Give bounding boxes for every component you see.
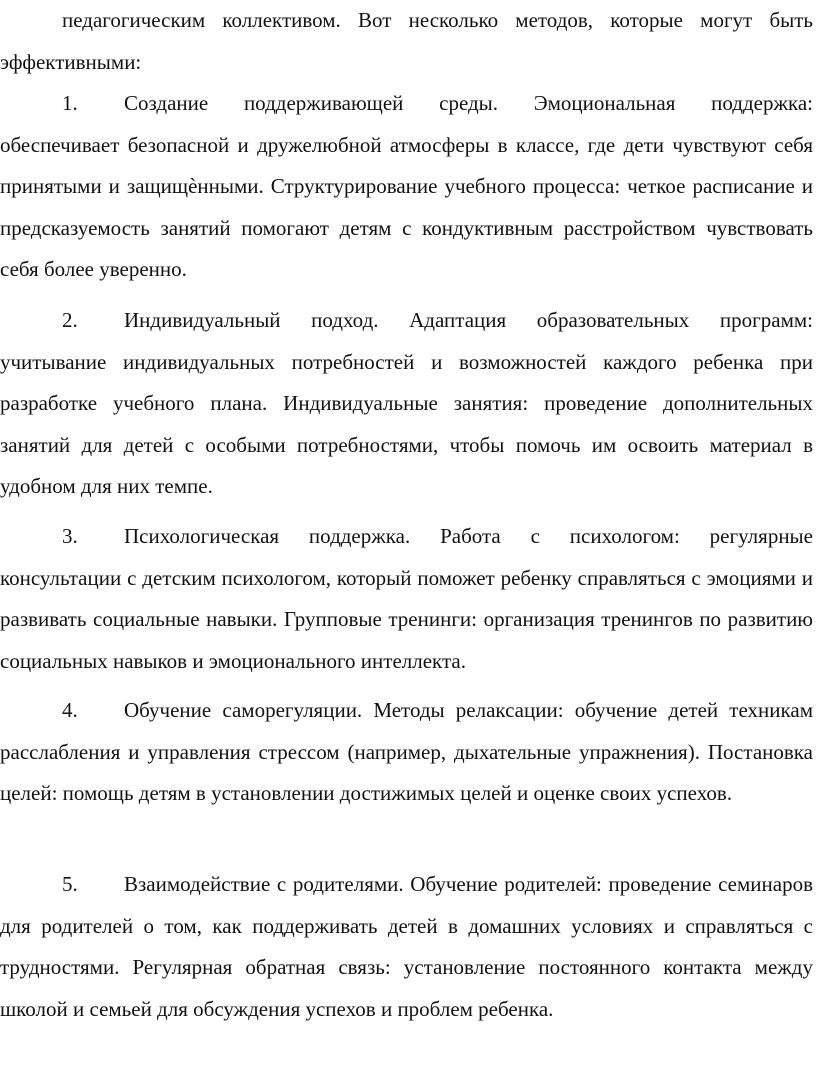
list-item-text: Индивидуальный подход. Адаптация образовательных программ: учитывание индивидуальных потребностей и возможностей каждого ребенка при разработке учебного плана. Индивидуальные занятия: проведение дополнительных занятий для детей с особыми потребностями, чтобы помочь им освоить материал в удобном для них темпе. [0,308,813,498]
list-item-number: 2. [62,308,78,332]
list-item-3 [0,516,813,682]
list-item-5 [0,864,813,1030]
list-item-number: 3. [62,524,78,548]
list-item-4 [0,690,813,815]
list-item-text: Обучение саморегуляции. Методы релаксации: обучение детей техникам расслабления и управления стрессом (например, дыхательные упражнения). Постановка целей: помощь детям в установлении достижимых целей и оценке своих успехов. [0,698,813,805]
list-item-text: Взаимодействие с родителями. Обучение родителей: проведение семинаров для родителей о том, как поддерживать детей в домашних условиях и справляться с трудностями. Регулярная обратная связь: установление постоянного контакта между школой и семьей для обсуждения успехов и проблем ребенка. [0,872,813,1021]
intro-paragraph: педагогическим коллективом. Вот несколько методов, которые могут быть эффективными: [0,8,813,74]
list-item-number: 1. [62,91,78,115]
list-item-text: Создание поддерживающей среды. Эмоциональная поддержка: обеспечивает безопасной и дружелюбной атмосферы в классе, где дети чувствуют себя принятыми и защищѐнными. Структурирование учебного процесса: четкое расписание и предсказуемость занятий помогают детям с кондуктивным расстройством чувствовать себя более уверенно. [0,91,813,281]
list-item-1 [0,83,813,291]
list-item-number: 4. [62,698,78,722]
list-item-text: Психологическая поддержка. Работа с психологом: регулярные консультации с детским психологом, который поможет ребенку справляться с эмоциями и развивать социальные навыки. Групповые тренинги: организация тренингов по развитию социальных навыков и эмоционального интеллекта. [0,524,813,673]
list-item-2 [0,300,813,508]
list-item-number: 5. [62,872,78,896]
